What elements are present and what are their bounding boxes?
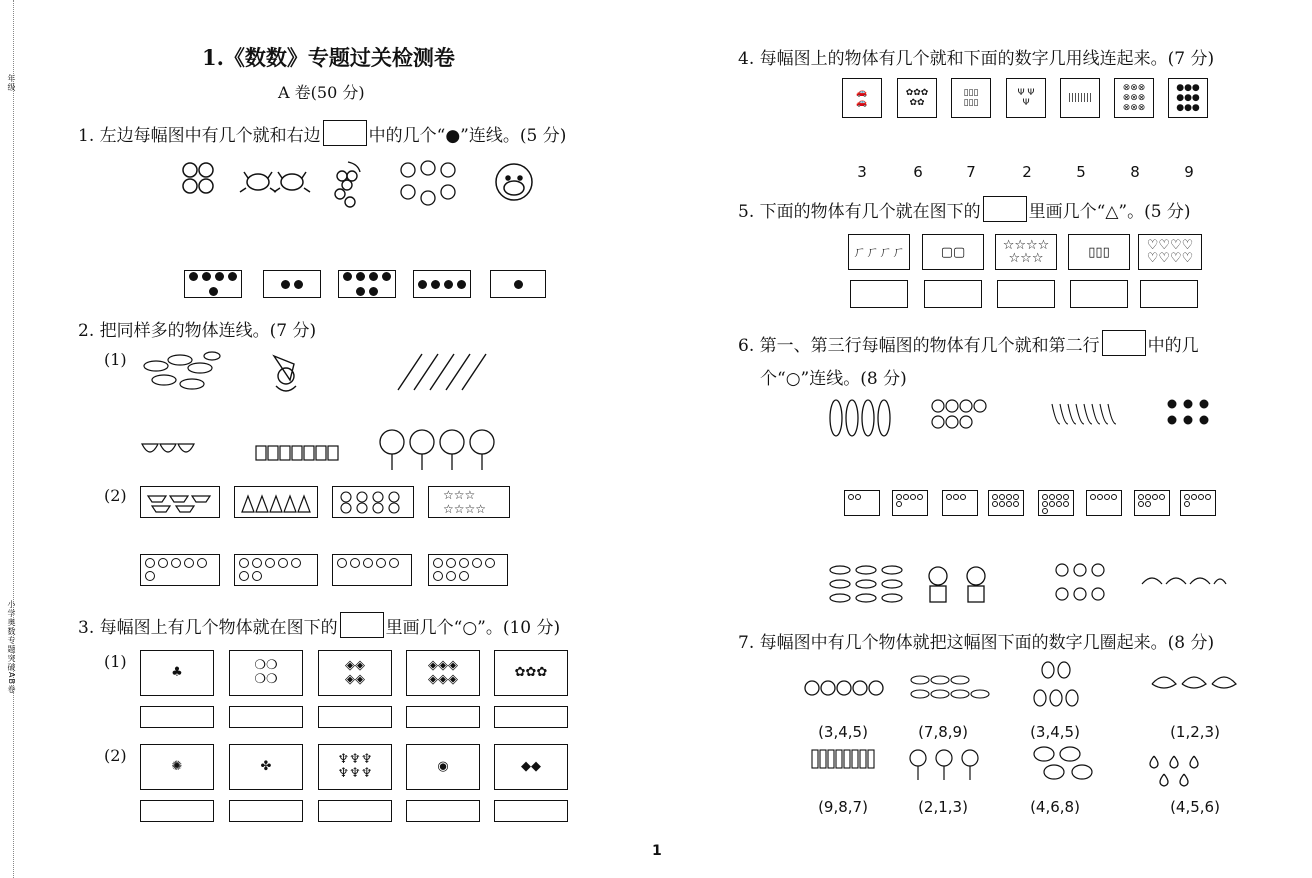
ring <box>910 494 916 500</box>
ring <box>171 558 181 568</box>
ring <box>184 558 194 568</box>
ring-box <box>1038 490 1074 516</box>
ring <box>485 558 495 568</box>
question-3-picture-box <box>229 650 303 696</box>
ring <box>855 494 861 500</box>
question-3-answer-box[interactable] <box>229 706 303 728</box>
dot <box>431 280 440 289</box>
picture-glyph-icon: ▯▯▯ <box>1088 244 1110 260</box>
question-6-row-3-pictures <box>826 560 1226 612</box>
question-4-number: 5 <box>1076 163 1086 181</box>
question-5-picture-box <box>848 234 910 270</box>
ring <box>459 571 469 581</box>
page-subtitle: A 卷(50 分) <box>278 83 365 102</box>
ring <box>433 571 443 581</box>
question-7-options[interactable]: (4,5,6) <box>1170 798 1220 816</box>
dot-box <box>490 270 546 298</box>
question-3-picture-box <box>229 744 303 790</box>
ring-group <box>896 494 926 507</box>
battery-row-icon <box>812 750 874 768</box>
question-2-part-1-pictures <box>136 346 516 476</box>
ring <box>145 571 155 581</box>
ring <box>1138 501 1144 507</box>
dot-group <box>339 271 395 297</box>
ring <box>1184 501 1190 507</box>
picture-glyph-icon: ◉ <box>437 759 449 774</box>
ring-box <box>332 554 412 586</box>
ring-group <box>433 558 503 581</box>
ring <box>1111 494 1117 500</box>
dot <box>514 280 523 289</box>
grapes-icon <box>335 162 360 207</box>
sun-face-icon <box>401 161 455 205</box>
question-3-answer-box[interactable] <box>140 800 214 822</box>
ring <box>1205 494 1211 500</box>
dot <box>294 280 303 289</box>
ring-group <box>1184 494 1214 507</box>
picture-glyph-icon: ▯▯▯ ▯▯▯ <box>963 88 979 108</box>
question-4-picture-box <box>897 78 937 118</box>
ring <box>1042 501 1048 507</box>
ring <box>1013 501 1019 507</box>
question-3-picture-box <box>494 650 568 696</box>
question-4-picture-box <box>1006 78 1046 118</box>
pear-icon <box>1150 756 1198 786</box>
picture-glyph-icon: ♣ <box>171 665 183 680</box>
picture-glyph-icon: ◆◆ <box>521 759 541 774</box>
ring <box>389 558 399 568</box>
question-3-answer-box[interactable] <box>318 800 392 822</box>
question-2-star-box: ☆☆☆ ☆☆☆☆ <box>428 486 510 518</box>
picture-glyph-icon: ◈◈ ◈◈ <box>345 658 365 687</box>
question-3-picture-box <box>318 744 392 790</box>
ring <box>459 558 469 568</box>
dot <box>209 287 218 296</box>
ring <box>265 558 275 568</box>
ring-group <box>946 494 976 500</box>
ring <box>1090 494 1096 500</box>
question-4-picture-box <box>951 78 991 118</box>
dot <box>444 280 453 289</box>
ring <box>1049 501 1055 507</box>
ring <box>239 558 249 568</box>
question-3-picture-box <box>140 744 214 790</box>
question-7-options[interactable]: (7,8,9) <box>918 723 968 741</box>
question-3-picture-box <box>406 650 480 696</box>
question-5-answer-box[interactable] <box>924 280 982 308</box>
ring <box>433 558 443 568</box>
question-3-text: 3. 每幅图上有几个物体就在图下的 里画几个“○”。(10 分) <box>78 612 560 638</box>
ring-box <box>844 490 880 516</box>
question-3-answer-box[interactable] <box>494 800 568 822</box>
ring <box>363 558 373 568</box>
chick-icon <box>1056 564 1104 600</box>
ring <box>278 558 288 568</box>
ring <box>158 558 168 568</box>
strawberry-icon <box>142 444 194 452</box>
ring-box <box>988 490 1024 516</box>
ring <box>252 571 262 581</box>
question-1-text: 1. 左边每幅图中有几个就和右边 中的几个“●”连线。(5 分) <box>78 120 566 146</box>
ring <box>1063 501 1069 507</box>
monkey-face-icon <box>496 164 532 200</box>
ring <box>350 558 360 568</box>
question-3-picture-box <box>318 650 392 696</box>
dot <box>189 272 198 281</box>
question-5-picture-box <box>1138 234 1202 270</box>
ring-group <box>145 558 215 581</box>
blank-box <box>340 612 384 638</box>
dot <box>457 280 466 289</box>
question-4-number: 8 <box>1130 163 1140 181</box>
question-3-picture-box <box>494 744 568 790</box>
question-4-number: 7 <box>966 163 976 181</box>
ring <box>376 558 386 568</box>
picture-glyph-icon: ✿✿✿ <box>514 665 548 680</box>
question-3-answer-box[interactable] <box>494 706 568 728</box>
ring-group <box>337 558 407 568</box>
mouse-icon <box>929 567 985 602</box>
picture-glyph-icon: ⊗⊗⊗ ⊗⊗⊗ ⊗⊗⊗ <box>1122 83 1146 113</box>
ring <box>1184 494 1190 500</box>
ring <box>1042 508 1048 514</box>
dot <box>369 272 378 281</box>
rose-icon <box>910 750 978 780</box>
question-3-picture-box <box>406 744 480 790</box>
blank-box <box>323 120 367 146</box>
dot <box>202 272 211 281</box>
question-3-answer-box[interactable] <box>229 800 303 822</box>
question-5-answer-box[interactable] <box>1070 280 1128 308</box>
blank-box <box>983 196 1027 222</box>
ring <box>1145 494 1151 500</box>
dot-box <box>184 270 242 298</box>
dot-group <box>185 271 241 297</box>
rifle-group-icon <box>398 354 486 390</box>
question-4-picture-box <box>1114 78 1154 118</box>
ring-box <box>942 490 978 516</box>
ring <box>1191 494 1197 500</box>
ring <box>446 571 456 581</box>
ring <box>848 494 854 500</box>
dot <box>356 287 365 296</box>
fish-group-icon <box>144 352 220 389</box>
binding-line <box>13 0 14 878</box>
ring <box>1006 501 1012 507</box>
grade-label: 年级 <box>7 74 16 92</box>
tree-group-icon <box>380 430 494 470</box>
dot <box>369 287 378 296</box>
ring <box>252 558 262 568</box>
question-2-boat-box <box>140 486 220 518</box>
picture-glyph-icon: ▢▢ <box>940 244 966 260</box>
picture-glyph-icon: ♡♡♡♡ ♡♡♡♡ <box>1146 238 1194 266</box>
question-3-picture-box <box>140 650 214 696</box>
question-2-bird-box <box>332 486 414 518</box>
question-2-part-1-label: (1) <box>104 350 127 369</box>
ring <box>903 494 909 500</box>
question-5-text: 5. 下面的物体有几个就在图下的 里画几个“△”。(5 分) <box>738 196 1191 222</box>
question-7-options[interactable]: (3,4,5) <box>818 723 868 741</box>
question-3-part-2-label: (2) <box>104 746 127 765</box>
question-3-answer-box[interactable] <box>140 706 214 728</box>
question-6-text: 6. 第一、第三行每幅图的物体有几个就和第二行 中的几 <box>738 330 1199 356</box>
question-4-number: 6 <box>913 163 923 181</box>
banana-bunch-icon <box>1052 404 1116 424</box>
question-5-answer-box[interactable] <box>1140 280 1198 308</box>
candy-row-icon <box>256 446 338 460</box>
dot <box>418 280 427 289</box>
pineapple-icon <box>1034 662 1078 706</box>
question-2-cone-box <box>234 486 318 518</box>
ring <box>992 494 998 500</box>
dot <box>356 272 365 281</box>
rabbit-icon <box>1034 747 1092 779</box>
question-7-text: 7. 每幅图中有几个物体就把这幅图下面的数字几圈起来。(8 分) <box>738 633 1215 653</box>
question-7-options[interactable]: (9,8,7) <box>818 798 868 816</box>
ring <box>1056 501 1062 507</box>
ring-box <box>234 554 318 586</box>
ring <box>1063 494 1069 500</box>
ring <box>1138 494 1144 500</box>
picture-glyph-icon: ✤ <box>260 759 272 774</box>
dot-group <box>264 271 320 297</box>
ring <box>1152 494 1158 500</box>
question-2-part-2-label: (2) <box>104 486 127 505</box>
question-4-picture-box <box>1060 78 1100 118</box>
question-3-answer-box[interactable] <box>318 706 392 728</box>
series-label: 小学奥数专题突破AB卷 <box>7 600 16 694</box>
question-4-picture-box <box>1168 78 1208 118</box>
dot-box <box>263 270 321 298</box>
mushroom-icon <box>1168 400 1208 424</box>
dot-group <box>414 271 470 297</box>
question-4-number: 9 <box>1184 163 1194 181</box>
question-5-answer-box[interactable] <box>997 280 1055 308</box>
question-5-picture-box <box>1068 234 1130 270</box>
blank-box <box>1102 330 1146 356</box>
dot-group <box>491 271 545 297</box>
morning-glory-icon <box>274 356 296 391</box>
ring <box>999 501 1005 507</box>
ring <box>197 558 207 568</box>
ring <box>1049 494 1055 500</box>
question-4-number: 2 <box>1022 163 1032 181</box>
ring <box>960 494 966 500</box>
picture-glyph-icon: ☆☆☆☆ ☆☆☆ <box>1002 238 1050 266</box>
question-3-part-1-label: (1) <box>104 652 127 671</box>
picture-glyph-icon: ◈◈◈ ◈◈◈ <box>428 658 458 687</box>
fish-school-icon <box>911 676 989 698</box>
question-3-answer-box[interactable] <box>406 800 480 822</box>
question-2-text: 2. 把同样多的物体连线。(7 分) <box>78 321 317 341</box>
dot <box>215 272 224 281</box>
peach-row-icon <box>805 681 883 695</box>
ring-group <box>1138 494 1168 507</box>
ring-group <box>239 558 309 581</box>
dot <box>343 272 352 281</box>
apple-icon <box>183 163 213 193</box>
peach-icon <box>932 400 986 428</box>
ring <box>291 558 301 568</box>
dot-box <box>338 270 396 298</box>
ring <box>953 494 959 500</box>
crab-icon <box>240 172 310 192</box>
ring <box>145 558 155 568</box>
bird-icon <box>1142 578 1226 584</box>
page-title: 1.《数数》专题过关检测卷 <box>202 45 455 70</box>
ring <box>472 558 482 568</box>
picture-glyph-icon: ✿✿✿ ✿✿ <box>905 88 929 108</box>
question-7-options[interactable]: (1,2,3) <box>1170 723 1220 741</box>
fish-icon <box>830 566 902 602</box>
corn-icon <box>830 400 890 436</box>
dot <box>382 272 391 281</box>
ring-box <box>140 554 220 586</box>
ring <box>1145 501 1151 507</box>
dot-box <box>413 270 471 298</box>
picture-glyph-icon: ♆♆♆ ♆♆♆ <box>337 752 373 781</box>
ring <box>992 501 998 507</box>
picture-glyph-icon: ●●● ●●● ●●● <box>1176 83 1200 113</box>
ring-group <box>1090 494 1120 500</box>
ring-box <box>428 554 508 586</box>
ring-group <box>848 494 878 500</box>
page-number: 1 <box>652 843 662 859</box>
ring <box>337 558 347 568</box>
dot <box>281 280 290 289</box>
picture-glyph-icon: ❍❍ ❍❍ <box>254 658 278 687</box>
question-5-answer-box[interactable] <box>850 280 908 308</box>
dove-icon <box>1152 677 1236 688</box>
ring-group <box>1042 494 1072 514</box>
ring <box>896 501 902 507</box>
question-7-options[interactable]: (2,1,3) <box>918 798 968 816</box>
ring <box>896 494 902 500</box>
question-3-answer-box[interactable] <box>406 706 480 728</box>
ring <box>999 494 1005 500</box>
picture-glyph-icon: ㄏㄏㄏㄏ <box>852 244 905 260</box>
ring-box <box>892 490 928 516</box>
ring <box>239 571 249 581</box>
question-5-picture-box <box>995 234 1057 270</box>
ring-box <box>1086 490 1122 516</box>
question-4-number: 3 <box>857 163 867 181</box>
question-4-picture-box <box>842 78 882 118</box>
picture-glyph-icon: 🚗 🚗 <box>856 88 868 108</box>
ring <box>1104 494 1110 500</box>
ring <box>1097 494 1103 500</box>
ring <box>1056 494 1062 500</box>
question-4-text: 4. 每幅图上的物体有几个就和下面的数字几用线连起来。(7 分) <box>738 49 1215 69</box>
question-7-options[interactable]: (3,4,5) <box>1030 723 1080 741</box>
picture-glyph-icon: ✺ <box>171 759 183 774</box>
question-6-text-line-2: 个“○”连线。(8 分) <box>760 369 907 389</box>
ring <box>1042 494 1048 500</box>
picture-glyph-icon: |||||||| <box>1067 93 1093 103</box>
ring <box>1013 494 1019 500</box>
ring-group <box>992 494 1022 507</box>
ring <box>1198 494 1204 500</box>
ring-box <box>1180 490 1216 516</box>
question-7-options[interactable]: (4,6,8) <box>1030 798 1080 816</box>
question-1-pictures <box>180 158 540 214</box>
ring <box>1159 494 1165 500</box>
picture-glyph-icon: Ψ Ψ Ψ <box>1017 88 1035 108</box>
question-6-row-1-pictures <box>826 396 1226 446</box>
ring <box>917 494 923 500</box>
ring-box <box>1134 490 1170 516</box>
dot <box>228 272 237 281</box>
ring <box>946 494 952 500</box>
ring <box>1006 494 1012 500</box>
ring <box>446 558 456 568</box>
question-5-picture-box <box>922 234 984 270</box>
